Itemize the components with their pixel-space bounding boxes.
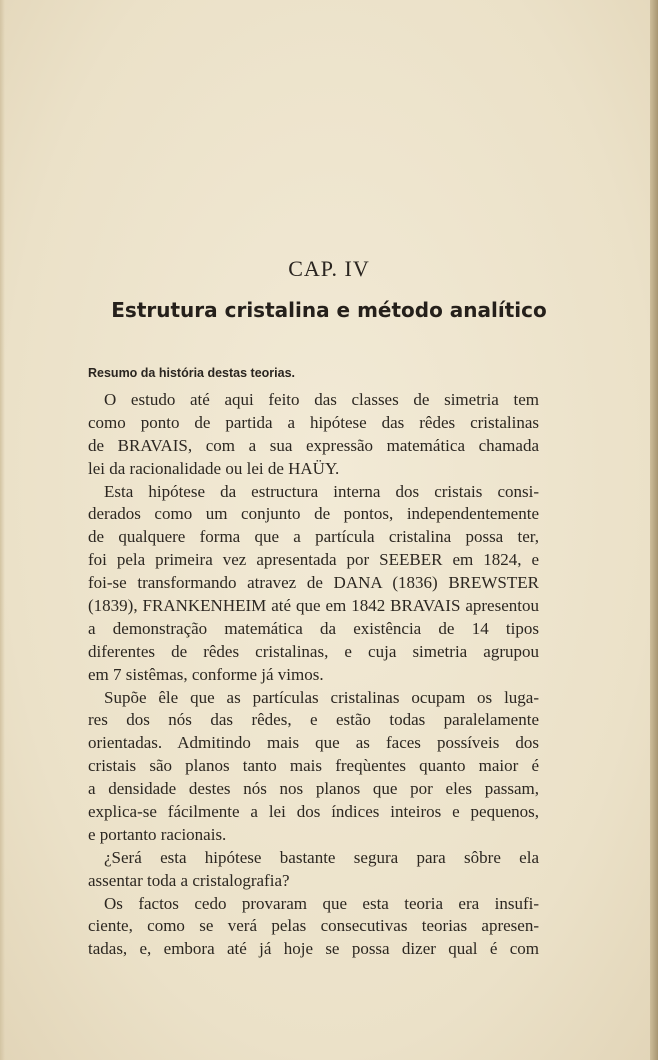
text-line: Os factos cedo provaram que esta teoria era insufi-	[104, 893, 539, 913]
text-line: explica-se fácilmente a lei dos índices inteiros e pequenos,	[88, 802, 539, 822]
text-line: Esta hipótese da estructura interna dos cristais consi-	[104, 481, 539, 501]
text-line: de BRAVAIS, com a sua expressão matemática chamada	[88, 435, 539, 455]
text-line: ciente, como se verá pelas consecutivas teorias apresen-	[88, 916, 539, 936]
text-line: diferentes de rêdes cristalinas, e cuja simetria agrupou	[88, 641, 539, 661]
text-line: assentar toda a cristalografia?	[88, 870, 290, 890]
text-line: O estudo até aqui feito das classes de simetria tem	[104, 390, 539, 409]
text-line: em 7 sistêmas, conforme já vimos.	[88, 664, 324, 684]
text-line: lei da racionalidade ou lei de HAÜY.	[88, 458, 340, 478]
text-line: como ponto de partida a hipótese das rêdes cristalinas	[88, 412, 539, 432]
text-line: Supõe êle que as partículas cristalinas ocupam os luga-	[104, 687, 539, 707]
text-line: a densidade destes nós nos planos que por eles passam,	[88, 779, 539, 799]
text-line: de qualquere forma que a partícula cristalina possa ter,	[88, 527, 539, 547]
text-line: foi pela primeira vez apresentada por SEEBER em 1824, e	[88, 550, 539, 570]
text-line: cristais são planos tanto mais freqùentes quanto maior é	[88, 756, 539, 776]
page-left-edge	[0, 0, 5, 1060]
body-text	[88, 389, 539, 961]
chapter-title: Estrutura cristalina e método analítico	[111, 298, 547, 322]
text-line: (1839), FRANKENHEIM até que em 1842 BRAVAIS apresentou	[88, 596, 539, 616]
text-line: res dos nós das rêdes, e estão todas paralelamente	[88, 710, 539, 730]
chapter-label: CAP. IV	[288, 256, 370, 281]
text-line: orientadas. Admitindo mais que as faces possíveis dos	[88, 733, 539, 753]
text-line: ¿Será esta hipótese bastante segura para sôbre ela	[104, 847, 539, 867]
section-heading: Resumo da história destas teorias.	[88, 366, 296, 380]
text-line: e portanto racionais.	[88, 824, 227, 844]
text-line: tadas, e, embora até já hoje se possa dizer qual é com	[88, 939, 539, 959]
text-line: foi-se transformando atravez de DANA (1836) BREWSTER	[88, 573, 539, 593]
text-line: a demonstração matemática da existência de 14 tipos	[88, 618, 539, 638]
text-line: derados como um conjunto de pontos, independentemente	[88, 504, 539, 524]
page-right-edge	[650, 0, 658, 1060]
